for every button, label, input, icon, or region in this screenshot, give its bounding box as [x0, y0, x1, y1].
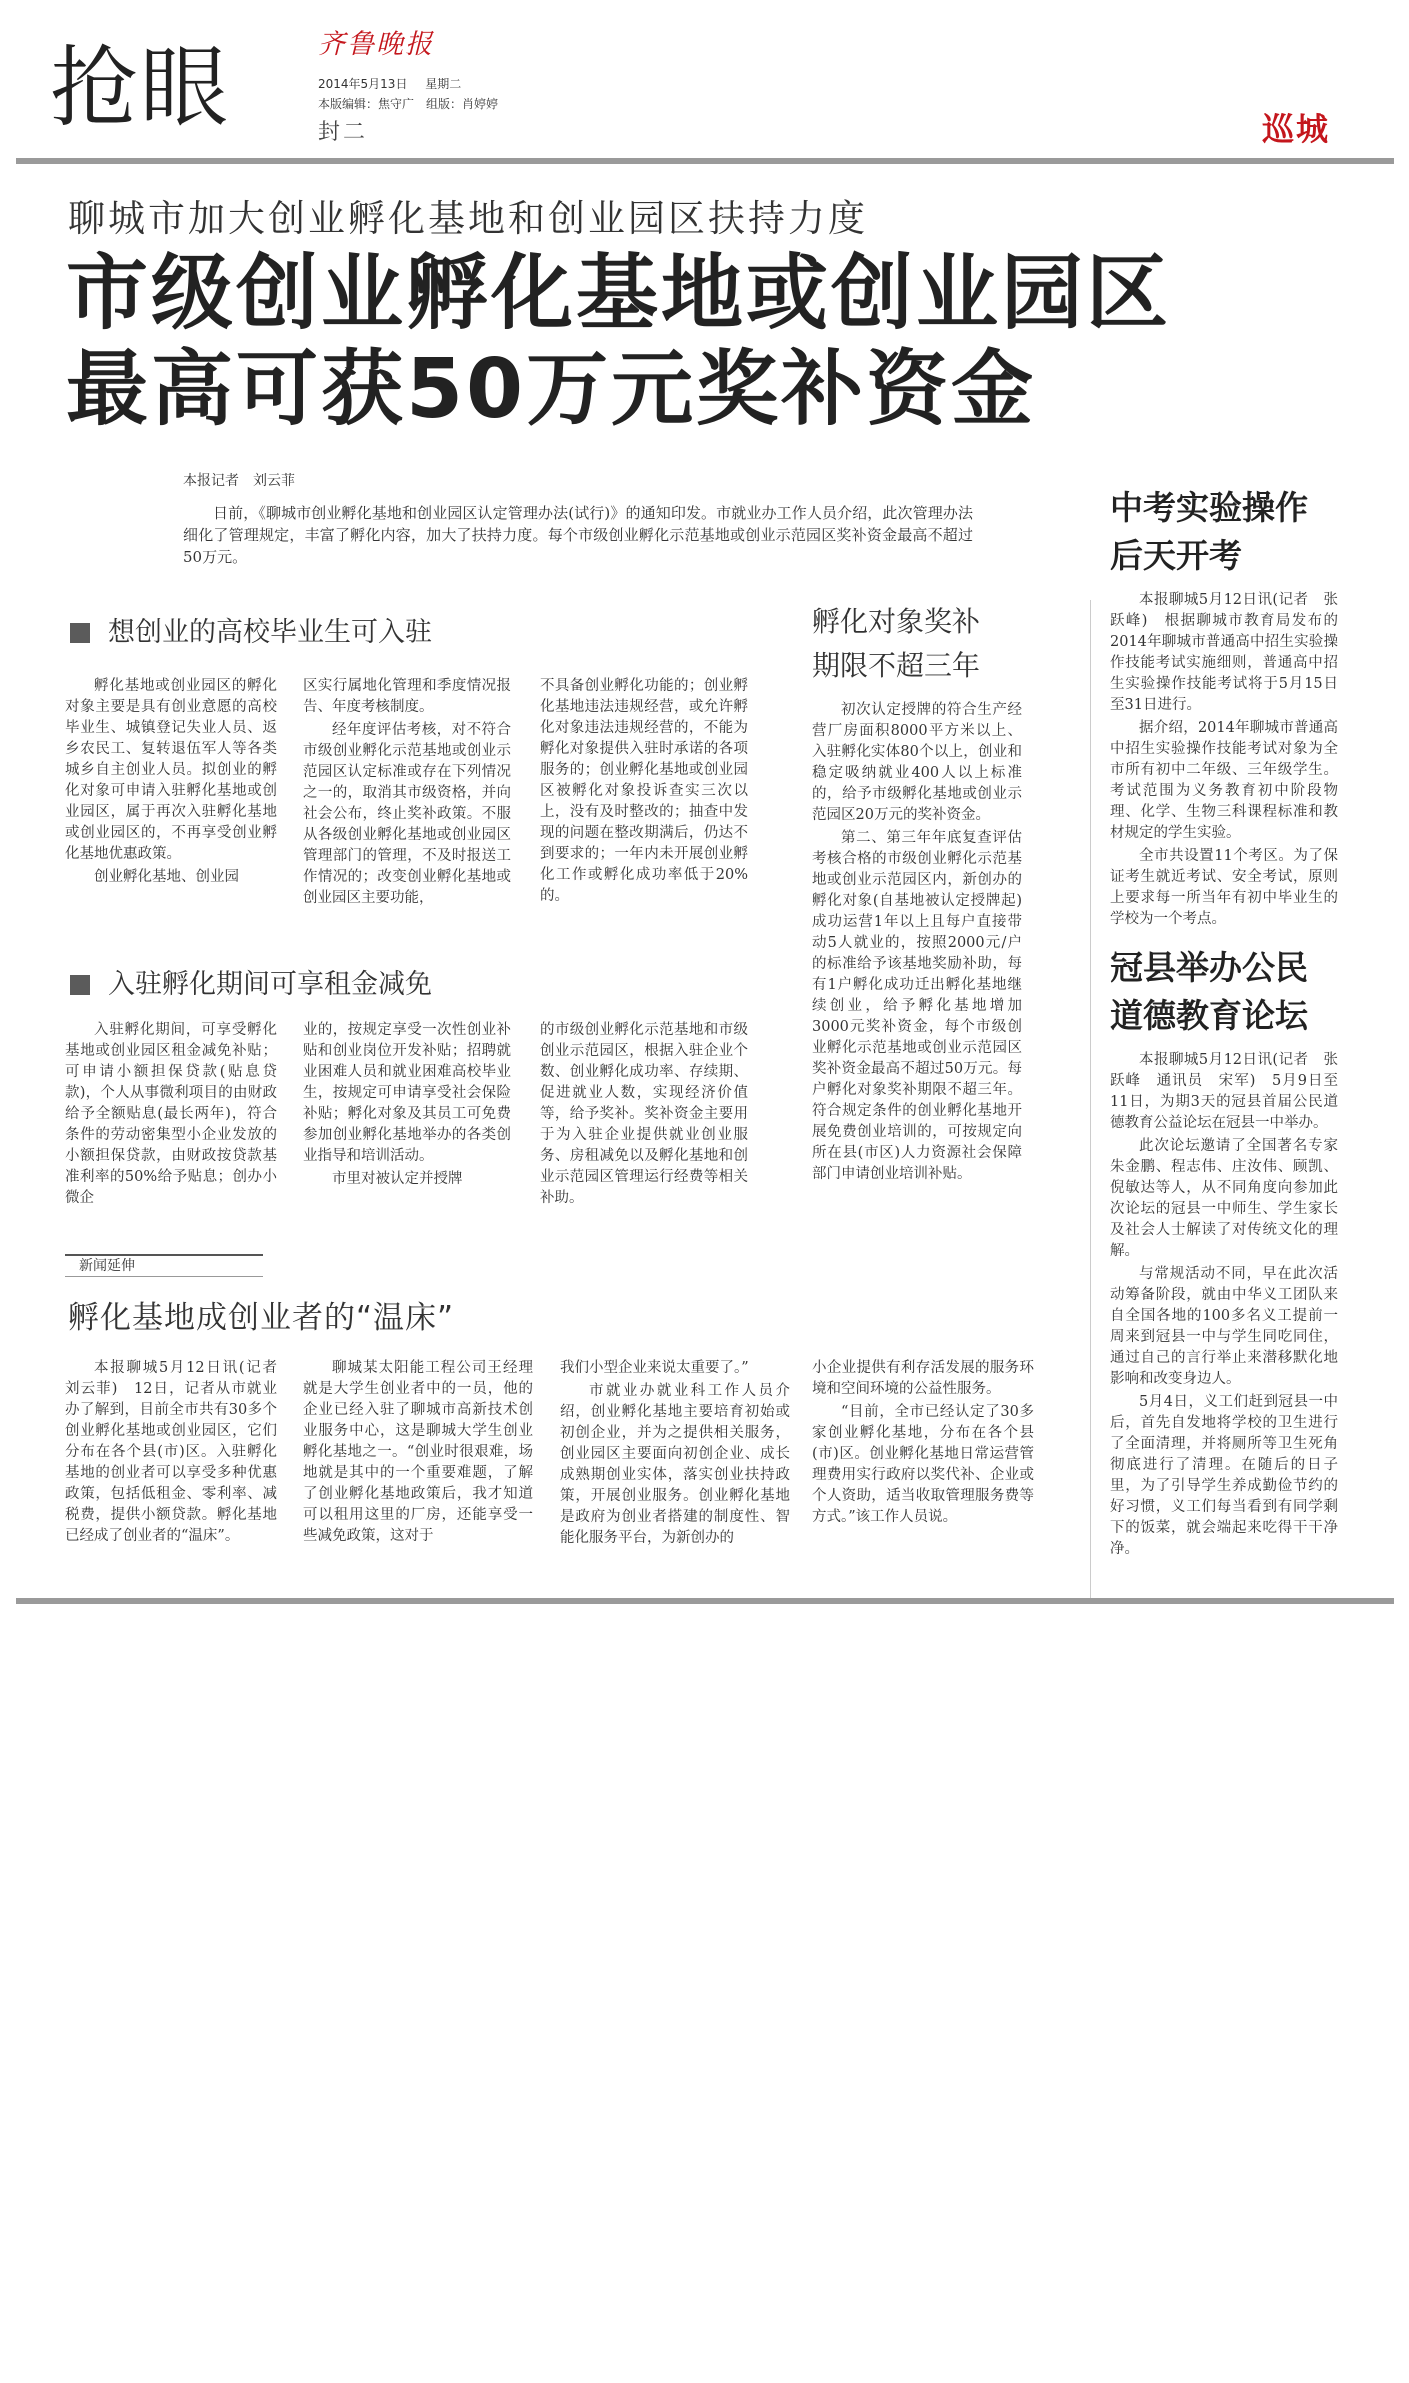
box-story-text [812, 700, 1022, 1187]
section-square-icon [70, 975, 90, 995]
story4-title-line2: 道德教育论坛 [1110, 996, 1308, 1035]
section2-heading [70, 962, 432, 1001]
story4-p3: 与常规活动不同，早在此次活动筹备阶段，就由中华义工团队来自全国各地的100多名义工提前一周来到冠县一中与学生同吃同住，通过自己的言行举止来潜移默化地影响和改变身边人。 [1110, 1266, 1338, 1387]
box-title-line1: 孵化对象奖补 [812, 605, 981, 638]
news-extension-label [65, 1254, 263, 1277]
lead-text: 日前，《聊城市创业孵化基地和创业园区认定管理办法(试行)》的通知印发。市就业办工作人员介绍，此次管理办法细化了管理规定，丰富了孵化内容，加大了扶持力度。每个市级创业孵化示范基地或创业示范园区奖补资金最高不超过50万元。 [183, 504, 973, 566]
story3-title-line2: 后天开考 [1110, 536, 1242, 575]
lead-paragraph [183, 502, 973, 570]
editor-line: 本版编辑：焦守广 组版：肖婷婷 [318, 97, 499, 111]
masthead-rule [16, 158, 1394, 164]
story3-p3: 全市共设置11个考区。为了保证考生就近考试、安全考试，原则上要求每一所当年有初中毕业生的学校为一个考点。 [1110, 848, 1338, 927]
story2-column-1 [65, 1358, 292, 1549]
byline: 本报记者 刘云菲 [183, 473, 295, 489]
story2-col4-p2: “目前，全市已经认定了30多家创业孵化基地，分布在各个县(市)区。创业孵化基地日常运营管理费用实行政府以奖代补、企业或个人资助，适当收取管理服务费等方式。”该工作人员说。 [812, 1404, 1034, 1525]
section1-heading [70, 610, 432, 649]
story2-column-4 [812, 1358, 1034, 1530]
page-label: 封二 [318, 120, 369, 145]
issue-weekday: 星期二 [425, 77, 462, 91]
main-headline [66, 246, 1171, 438]
section1-column-3 [540, 676, 748, 909]
story2-col4-p1: 小企业提供有利存活发展的服务环境和空间环境的公益性服务。 [812, 1360, 1034, 1397]
section1-col3-p1: 不具备创业孵化功能的；创业孵化基地违法违规经营，或允许孵化对象违法违规经营的，不能为孵化对象提供入驻时承诺的各项服务的；创业孵化基地或创业园区被孵化对象投诉查实三次以上，没有及时整改的；抽查中发现的问题在整改期满后，仍达不到要求的；一年内未开展创业孵化工作或孵化成功率低于20%的。 [540, 678, 748, 904]
section1-title: 想创业的高校毕业生可入驻 [108, 617, 432, 648]
story2-col1-p1: 本报聊城5月12日讯(记者 刘云菲) 12日，记者从市就业办了解到，目前全市共有30多个创业孵化基地或创业园区，它们分布在各个县(市)区。入驻孵化基地的创业者可以享受多种优惠政策，包括低租金、零利率、减税费，提供小额贷款。孵化基地已经成了创业者的“温床”。 [65, 1360, 292, 1544]
header-dateline [318, 74, 498, 114]
section1-col2-p1: 区实行属地化管理和季度情况报告、年度考核制度。 [303, 678, 511, 715]
story4-p4: 5月4日，义工们赶到冠县一中后，首先自发地将学校的卫生进行了全面清理，并将厕所等卫生死角彻底进行了清理。在随后的日子里，为了引导学生养成勤俭节约的好习惯，义工们每当看到有同学剩下的饭菜，就会端起来吃得干干净净。 [1110, 1394, 1338, 1557]
box-p2: 第二、第三年年底复查评估考核合格的市级创业孵化示范基地或创业示范园区内，新创办的孵化对象(自基地被认定授牌起)成功运营1年以上且每户直接带动5人就业的，按照2000元/户的标准给予该基地奖励补助，每有1户孵化成功迁出孵化基地继续创业，给予孵化基地增加3000元奖补资金，每个市级创业孵化示范基地或创业示范园区奖补资金最高不超过50万元。每户孵化对象奖补期限不超三年。符合规定条件的创业孵化基地开展免费创业培训的，可按规定向所在县(市区)人力资源社会保障部门申请创业培训补贴。 [812, 830, 1022, 1182]
main-headline-line2: 最高可获50万元奖补资金 [66, 342, 1037, 437]
section2-col2-p1: 业的，按规定享受一次性创业补贴和创业岗位开发补贴；招聘就业困难人员和就业困难高校毕业生，按规定可申请享受社会保险补贴；孵化对象及其员工可免费参加创业孵化基地举办的各类创业指导和培训活动。 [303, 1022, 511, 1164]
story2-column-2 [303, 1358, 533, 1549]
paper-name-logo: 齐鲁晚报 [318, 29, 434, 60]
bottom-rule [16, 1598, 1394, 1604]
main-headline-line1: 市级创业孵化基地或创业园区 [66, 246, 1172, 341]
story4-p1: 本报聊城5月12日讯(记者 张跃峰 通讯员 宋军) 5月9日至11日，为期3天的冠县首届公民道德教育公益论坛在冠县一中举办。 [1110, 1052, 1338, 1131]
story3-p1: 本报聊城5月12日讯(记者 张跃峰) 根据聊城市教育局发布的2014年聊城市普通高中招生实验操作技能考试实施细则，普通高中招生实验操作技能考试将于5月15日至31日进行。 [1110, 592, 1338, 713]
story2-col3-p2: 市就业办就业科工作人员介绍，创业孵化基地主要培育初始或初创企业，并为之提供相关服务，创业园区主要面向初创企业、成长成熟期创业实体，落实创业扶持政策，开展创业服务。创业孵化基地是政府为创业者搭建的制度性、智能化服务平台，为新创办的 [560, 1383, 790, 1546]
section1-col2-p2: 经年度评估考核，对不符合市级创业孵化示范基地或创业示范园区认定标准或存在下列情况之一的，取消其市级资格，并向社会公布，终止奖补政策。不服从各级创业孵化基地或创业园区管理部门的管理，不及时报送工作情况的；改变创业孵化基地或创业园区主要功能， [303, 722, 511, 906]
story2-title: 孵化基地成创业者的“温床” [68, 1300, 455, 1336]
story2-column-3 [560, 1358, 790, 1551]
section1-col1-p1: 孵化基地或创业园区的孵化对象主要是具有创业意愿的高校毕业生、城镇登记失业人员、返乡农民工、复转退伍军人等各类城乡自主创业人员。拟创业的孵化对象可申请入驻孵化基地或创业园区，属于再次入驻孵化基地或创业园区的，不再享受创业孵化基地优惠政策。 [65, 678, 277, 862]
story4-heading [1110, 944, 1308, 1040]
story2-col3-p1: 我们小型企业来说太重要了。” [560, 1360, 749, 1376]
column-tag: 巡城 [1262, 110, 1331, 148]
story3-p2: 据介绍，2014年聊城市普通高中招生实验操作技能考试对象为全市所有初中二年级、三年级学生。考试范围为义务教育初中阶段物理、化学、生物三科课程标准和教材规定的学生实验。 [1110, 720, 1338, 841]
box-p1: 初次认定授牌的符合生产经营厂房面积8000平方米以上、入驻孵化实体80个以上，创业和稳定吸纳就业400人以上标准的，给予市级孵化基地或创业示范园区20万元的奖补资金。 [812, 702, 1022, 823]
story4-p2: 此次论坛邀请了全国著名专家朱金鹏、程志伟、庄汝伟、顾凯、倪敏达等人，从不同角度向参加此次论坛的冠县一中师生、学生家长及社会人士解读了对传统文化的理解。 [1110, 1138, 1338, 1259]
issue-date: 2014年5月13日 [318, 77, 408, 91]
section1-col1-p2: 创业孵化基地、创业园 [94, 869, 239, 885]
section1-column-2 [303, 676, 511, 911]
story4-title-line1: 冠县举办公民 [1110, 948, 1308, 987]
section2-column-1 [65, 1020, 277, 1211]
section2-col1-p1: 入驻孵化期间，可享受孵化基地或创业园区租金减免补贴；可申请小额担保贷款(贴息贷款)，个人从事微利项目的由财政给予全额贴息(最长两年)，符合条件的劳动密集型小企业发放的小额担保贷款，由财政按贷款基准利率的50%给予贴息；创办小微企 [65, 1022, 277, 1206]
story3-text [1110, 590, 1338, 932]
right-column-divider [1090, 600, 1091, 1600]
section2-col3-p1: 的市级创业孵化示范基地和市级创业示范园区，根据入驻企业个数、创业孵化成功率、存续期、促进就业人数，实现经济价值等，给予奖补。奖补资金主要用于为入驻企业提供就业创业服务、房租减免以及孵化基地和创业示范园区管理运行经费等相关补助。 [540, 1022, 748, 1206]
news-extension-text: 新闻延伸 [79, 1258, 135, 1274]
section2-title: 入驻孵化期间可享租金减免 [108, 969, 432, 1000]
story4-text [1110, 1050, 1338, 1562]
box-heading [812, 600, 980, 688]
story2-col2-p1: 聊城某太阳能工程公司王经理就是大学生创业者中的一员，他的企业已经入驻了聊城市高新技术创业服务中心，这是聊城大学生创业孵化基地之一。“创业时很艰难，场地就是其中的一个重要难题，了解了创业孵化基地政策后，我才知道可以租用这里的厂房，还能享受一些减免政策，这对于 [303, 1360, 533, 1544]
story3-title-line1: 中考实验操作 [1110, 488, 1308, 527]
box-title-line2: 期限不超三年 [812, 649, 981, 682]
main-subtitle: 聊城市加大创业孵化基地和创业园区扶持力度 [68, 197, 868, 240]
section2-column-3 [540, 1020, 748, 1211]
section2-col2-p2: 市里对被认定并授牌 [332, 1171, 463, 1187]
section-square-icon [70, 623, 90, 643]
section-big-title: 抢眼 [50, 36, 231, 139]
section1-column-1 [65, 676, 277, 890]
section2-column-2 [303, 1020, 511, 1192]
story3-heading [1110, 484, 1308, 580]
